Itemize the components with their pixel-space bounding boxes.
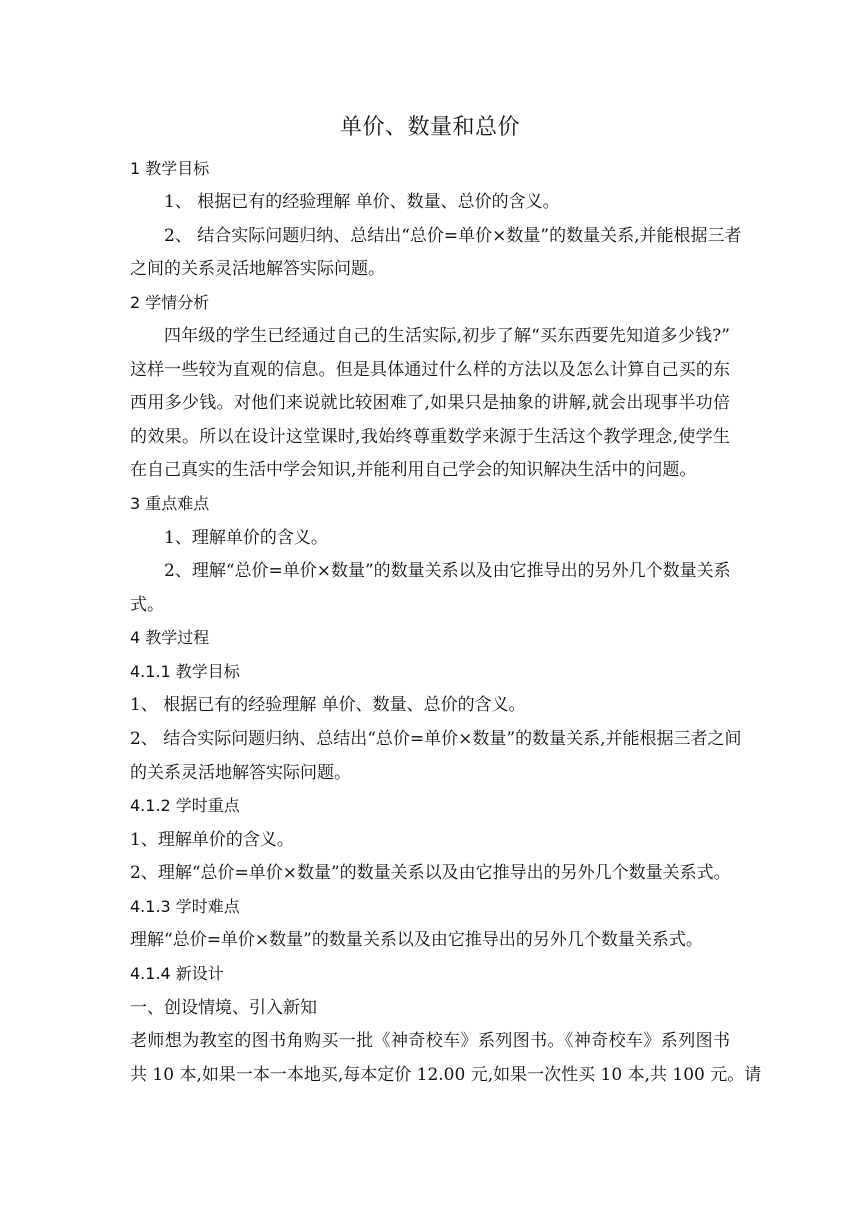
section-heading-student-analysis: 2 学情分析 <box>130 293 210 312</box>
analysis-line-4: 的效果。所以在设计这堂课时,我始终尊重数学来源于生活这个教学理念,使学生 <box>130 427 730 447</box>
analysis-line-2: 这样一些较为直观的信息。但是具体通过什么样的方法以及怎么计算自己买的东 <box>130 360 730 380</box>
subsection-4-1-4-paragraph-line-2: 共 10 本,如果一本一本地买,每本定价 12.00 元,如果一次性买 10 本,共 100 元。请 <box>130 1065 762 1085</box>
analysis-line-5: 在自己真实的生活中学会知识,并能利用自己学会的知识解决生活中的问题。 <box>130 460 697 480</box>
analysis-line-3: 西用多少钱。对他们来说就比较困难了,如果只是抽象的讲解,就会出现事半功倍 <box>130 393 730 413</box>
subsection-heading-4-1-1: 4.1.1 教学目标 <box>130 662 240 681</box>
subsection-heading-4-1-4: 4.1.4 新设计 <box>130 964 224 983</box>
subsection-4-1-2-item-2: 2、理解“总价=单价×数量”的数量关系以及由它推导出的另外几个数量关系式。 <box>130 863 731 883</box>
subsection-4-1-2-item-1: 1、理解单价的含义。 <box>130 830 294 850</box>
subsection-4-1-3-text: 理解“总价=单价×数量”的数量关系以及由它推导出的另外几个数量关系式。 <box>130 930 703 950</box>
section-heading-key-points: 3 重点难点 <box>130 494 210 513</box>
key-point-item-2-line-2: 式。 <box>130 595 164 615</box>
subsection-heading-4-1-3: 4.1.3 学时难点 <box>130 897 240 916</box>
subsection-4-1-1-item-2-line-2: 的关系灵活地解答实际问题。 <box>130 763 351 783</box>
section-heading-teaching-goals: 1 教学目标 <box>130 159 210 178</box>
subsection-heading-4-1-2: 4.1.2 学时重点 <box>130 796 240 815</box>
goal-item-2-line-1: 2、 结合实际问题归纳、总结出“总价=单价×数量”的数量关系,并能根据三者 <box>164 226 742 246</box>
key-point-item-1: 1、理解单价的含义。 <box>164 528 328 548</box>
subsection-4-1-4-paragraph-line-1: 老师想为教室的图书角购买一批《神奇校车》系列图书。《神奇校车》系列图书 <box>130 1031 730 1051</box>
subsection-4-1-1-item-2-line-1: 2、 结合实际问题归纳、总结出“总价=单价×数量”的数量关系,并能根据三者之间 <box>130 729 742 749</box>
document-title: 单价、数量和总价 <box>339 115 520 140</box>
subsection-4-1-4-subheading: 一、创设情境、引入新知 <box>130 998 317 1018</box>
section-heading-teaching-process: 4 教学过程 <box>130 628 210 647</box>
key-point-item-2-line-1: 2、理解“总价=单价×数量”的数量关系以及由它推导出的另外几个数量关系 <box>164 561 731 581</box>
goal-item-1: 1、 根据已有的经验理解 单价、数量、总价的含义。 <box>164 192 560 212</box>
subsection-4-1-1-item-1: 1、 根据已有的经验理解 单价、数量、总价的含义。 <box>130 695 526 715</box>
analysis-line-1: 四年级的学生已经通过自己的生活实际,初步了解“买东西要先知道多少钱?” <box>164 326 730 346</box>
goal-item-2-line-2: 之间的关系灵活地解答实际问题。 <box>130 259 385 279</box>
